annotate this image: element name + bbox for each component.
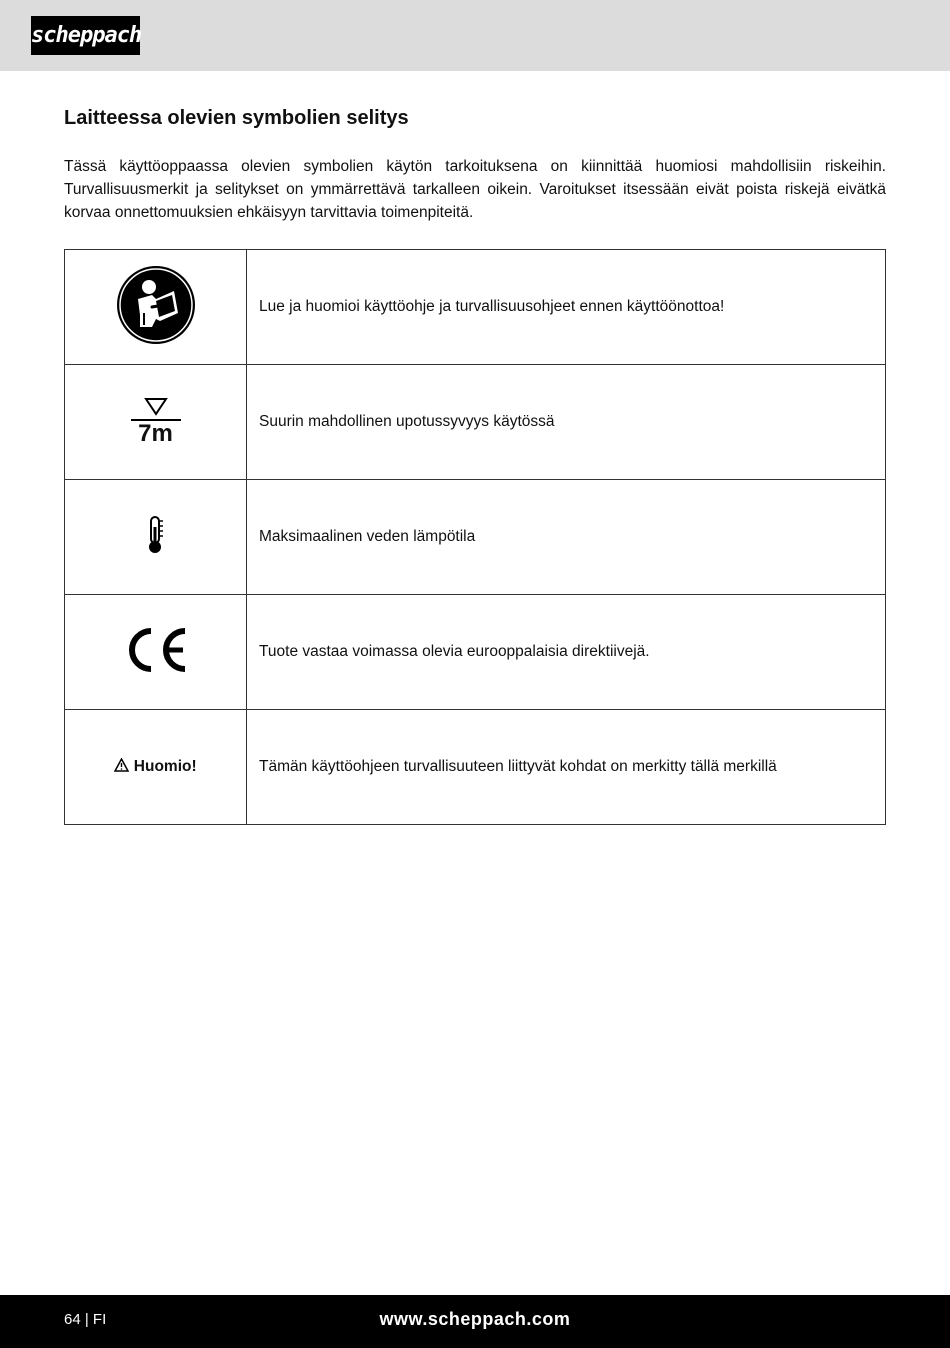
symbol-icon-cell xyxy=(65,710,247,825)
symbol-description: Tämän käyttöohjeen turvallisuuteen liittyvät kohdat on merkitty tällä merkillä xyxy=(247,710,886,825)
symbol-description: Tuote vastaa voimassa olevia eurooppalaisia direktiivejä. xyxy=(247,595,886,710)
ce-mark-icon xyxy=(123,626,189,679)
table-row xyxy=(65,710,886,825)
symbol-description: Maksimaalinen veden lämpötila xyxy=(247,480,886,595)
website-link[interactable]: www.scheppach.com xyxy=(379,1309,571,1329)
table-row xyxy=(65,480,886,595)
table-row xyxy=(65,365,886,480)
symbol-description: Lue ja huomioi käyttöohje ja turvallisuusohjeet ennen käyttöönottoa! xyxy=(247,250,886,365)
page-header xyxy=(0,0,950,71)
symbol-icon-cell xyxy=(65,250,247,365)
table-row xyxy=(65,250,886,365)
immersion-depth-label: 7m xyxy=(138,420,173,447)
page-number: 64 | FI xyxy=(64,1311,107,1328)
scheppach-logo: scheppach xyxy=(31,16,140,55)
warning-label: Huomio! xyxy=(133,758,197,776)
warning-icon xyxy=(114,758,129,776)
immersion-depth-icon xyxy=(126,396,186,448)
intro-paragraph: Tässä käyttöoppaassa olevien symbolien käytön tarkoituksena on kiinnittää huomiosi mahdollisiin riskeihin. Turvallisuusmerkit ja selitykset on ymmärrettävä tarkalleen oikein. Varoitukset itsessään eivät poista riskejä eivätkä korvaa onnettomuuksien ehkäisyyn tarvittavia toimenpiteitä. xyxy=(64,158,886,221)
symbol-icon-cell xyxy=(65,595,247,710)
thermometer-icon xyxy=(144,515,168,560)
page-footer xyxy=(0,1295,950,1348)
symbol-icon-cell xyxy=(65,365,247,480)
symbols-table xyxy=(64,249,886,825)
symbol-description: Suurin mahdollinen upotussyvyys käytössä xyxy=(247,365,886,480)
table-row xyxy=(65,595,886,710)
page-title: Laitteessa olevien symbolien selitys xyxy=(64,107,409,129)
read-manual-icon xyxy=(116,265,196,350)
symbol-icon-cell xyxy=(65,480,247,595)
